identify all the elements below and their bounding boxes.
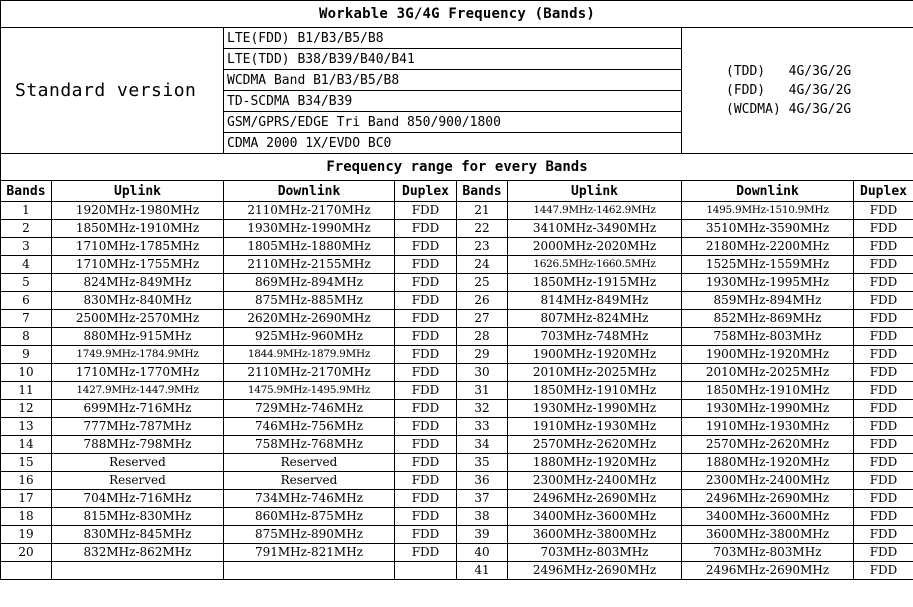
left-downlink-range: 2110MHz-2170MHz xyxy=(224,202,395,220)
right-band-number: 26 xyxy=(457,292,508,310)
right-downlink-range: 1910MHz-1930MHz xyxy=(682,418,854,436)
left-band-number: 17 xyxy=(1,490,52,508)
left-uplink-range: Reserved xyxy=(52,454,224,472)
left-uplink-range xyxy=(52,562,224,580)
right-downlink-range: 3510MHz-3590MHz xyxy=(682,220,854,238)
right-uplink-range: 2010MHz-2025MHz xyxy=(508,364,682,382)
standard-item: WCDMA Band B1/B3/B5/B8 xyxy=(224,70,682,91)
left-duplex-mode: FDD xyxy=(395,436,457,454)
page-title: Workable 3G/4G Frequency (Bands) xyxy=(1,1,913,28)
left-uplink-range: 1710MHz-1755MHz xyxy=(52,256,224,274)
left-uplink-range: 1749.9MHz-1784.9MHz xyxy=(52,346,224,364)
left-downlink-range: 2110MHz-2155MHz xyxy=(224,256,395,274)
right-uplink-range: 1880MHz-1920MHz xyxy=(508,454,682,472)
bands-header-row xyxy=(1,181,913,202)
right-duplex-mode: FDD xyxy=(854,346,913,364)
right-uplink-range: 703MHz-748MHz xyxy=(508,328,682,346)
left-duplex-mode: FDD xyxy=(395,346,457,364)
left-duplex-mode: FDD xyxy=(395,454,457,472)
standards-table xyxy=(0,0,913,181)
standard-item: GSM/GPRS/EDGE Tri Band 850/900/1800 xyxy=(224,112,682,133)
right-downlink-range: 2010MHz-2025MHz xyxy=(682,364,854,382)
left-duplex-mode: FDD xyxy=(395,382,457,400)
left-duplex-mode: FDD xyxy=(395,472,457,490)
right-downlink-range: 1495.9MHz-1510.9MHz xyxy=(682,202,854,220)
right-uplink-range: 2300MHz-2400MHz xyxy=(508,472,682,490)
left-downlink-range: 2620MHz-2690MHz xyxy=(224,310,395,328)
left-duplex-mode: FDD xyxy=(395,220,457,238)
left-downlink-range: 2110MHz-2170MHz xyxy=(224,364,395,382)
right-uplink-range: 1910MHz-1930MHz xyxy=(508,418,682,436)
right-duplex-mode: FDD xyxy=(854,202,913,220)
left-band-number: 16 xyxy=(1,472,52,490)
left-band-number: 4 xyxy=(1,256,52,274)
right-downlink-range: 1900MHz-1920MHz xyxy=(682,346,854,364)
right-downlink-range: 1880MHz-1920MHz xyxy=(682,454,854,472)
right-band-number: 29 xyxy=(457,346,508,364)
left-band-number: 1 xyxy=(1,202,52,220)
column-header: Duplex xyxy=(854,181,913,202)
right-band-number: 34 xyxy=(457,436,508,454)
right-downlink-range: 1930MHz-1990MHz xyxy=(682,400,854,418)
left-duplex-mode: FDD xyxy=(395,256,457,274)
band-row xyxy=(1,364,913,382)
standard-item: LTE(FDD) B1/B3/B5/B8 xyxy=(224,28,682,49)
right-band-number: 22 xyxy=(457,220,508,238)
right-band-number: 31 xyxy=(457,382,508,400)
right-band-number: 24 xyxy=(457,256,508,274)
band-row xyxy=(1,436,913,454)
column-header: Downlink xyxy=(224,181,395,202)
right-duplex-mode: FDD xyxy=(854,454,913,472)
left-duplex-mode: FDD xyxy=(395,202,457,220)
right-uplink-range: 2496MHz-2690MHz xyxy=(508,490,682,508)
left-uplink-range: 1710MHz-1785MHz xyxy=(52,238,224,256)
left-band-number: 11 xyxy=(1,382,52,400)
standard-version-label: Standard version xyxy=(1,28,224,154)
band-row xyxy=(1,382,913,400)
bands-table xyxy=(0,180,913,580)
right-downlink-range: 2300MHz-2400MHz xyxy=(682,472,854,490)
left-downlink-range: Reserved xyxy=(224,454,395,472)
column-header: Downlink xyxy=(682,181,854,202)
left-uplink-range: 1710MHz-1770MHz xyxy=(52,364,224,382)
right-band-number: 25 xyxy=(457,274,508,292)
left-downlink-range: 1930MHz-1990MHz xyxy=(224,220,395,238)
right-band-number: 32 xyxy=(457,400,508,418)
right-duplex-mode: FDD xyxy=(854,238,913,256)
right-uplink-range: 807MHz-824MHz xyxy=(508,310,682,328)
left-band-number: 5 xyxy=(1,274,52,292)
left-duplex-mode: FDD xyxy=(395,292,457,310)
right-uplink-range: 2570MHz-2620MHz xyxy=(508,436,682,454)
band-row xyxy=(1,400,913,418)
column-header: Uplink xyxy=(508,181,682,202)
band-row xyxy=(1,202,913,220)
right-duplex-mode: FDD xyxy=(854,544,913,562)
left-downlink-range: 860MHz-875MHz xyxy=(224,508,395,526)
right-duplex-mode: FDD xyxy=(854,256,913,274)
band-row xyxy=(1,490,913,508)
right-downlink-range: 703MHz-803MHz xyxy=(682,544,854,562)
left-downlink-range: 1805MHz-1880MHz xyxy=(224,238,395,256)
left-band-number: 8 xyxy=(1,328,52,346)
left-downlink-range: 875MHz-890MHz xyxy=(224,526,395,544)
left-duplex-mode: FDD xyxy=(395,508,457,526)
left-uplink-range: 830MHz-845MHz xyxy=(52,526,224,544)
left-downlink-range: 746MHz-756MHz xyxy=(224,418,395,436)
left-downlink-range: 758MHz-768MHz xyxy=(224,436,395,454)
right-band-number: 40 xyxy=(457,544,508,562)
mode-list xyxy=(682,28,913,154)
right-uplink-range: 3410MHz-3490MHz xyxy=(508,220,682,238)
left-downlink-range: 729MHz-746MHz xyxy=(224,400,395,418)
right-uplink-range: 3600MHz-3800MHz xyxy=(508,526,682,544)
left-duplex-mode: FDD xyxy=(395,400,457,418)
left-band-number: 9 xyxy=(1,346,52,364)
right-duplex-mode: FDD xyxy=(854,220,913,238)
standard-item: CDMA 2000 1X/EVDO BC0 xyxy=(224,133,682,154)
left-duplex-mode: FDD xyxy=(395,544,457,562)
left-band-number xyxy=(1,562,52,580)
band-row xyxy=(1,454,913,472)
right-band-number: 35 xyxy=(457,454,508,472)
left-uplink-range: 1920MHz-1980MHz xyxy=(52,202,224,220)
band-row xyxy=(1,256,913,274)
right-band-number: 30 xyxy=(457,364,508,382)
left-duplex-mode xyxy=(395,562,457,580)
standard-item: LTE(TDD) B38/B39/B40/B41 xyxy=(224,49,682,70)
left-duplex-mode: FDD xyxy=(395,328,457,346)
band-row xyxy=(1,220,913,238)
left-band-number: 7 xyxy=(1,310,52,328)
left-downlink-range: 925MHz-960MHz xyxy=(224,328,395,346)
right-band-number: 37 xyxy=(457,490,508,508)
column-header: Duplex xyxy=(395,181,457,202)
band-row xyxy=(1,418,913,436)
right-duplex-mode: FDD xyxy=(854,292,913,310)
left-duplex-mode: FDD xyxy=(395,274,457,292)
left-downlink-range: 734MHz-746MHz xyxy=(224,490,395,508)
right-duplex-mode: FDD xyxy=(854,310,913,328)
right-duplex-mode: FDD xyxy=(854,562,913,580)
left-band-number: 15 xyxy=(1,454,52,472)
left-uplink-range: 777MHz-787MHz xyxy=(52,418,224,436)
right-band-number: 33 xyxy=(457,418,508,436)
left-downlink-range: Reserved xyxy=(224,472,395,490)
left-band-number: 19 xyxy=(1,526,52,544)
left-downlink-range: 1475.9MHz-1495.9MHz xyxy=(224,382,395,400)
right-band-number: 28 xyxy=(457,328,508,346)
left-downlink-range: 791MHz-821MHz xyxy=(224,544,395,562)
right-uplink-range: 1900MHz-1920MHz xyxy=(508,346,682,364)
left-duplex-mode: FDD xyxy=(395,418,457,436)
column-header: Bands xyxy=(457,181,508,202)
right-uplink-range: 1447.9MHz-1462.9MHz xyxy=(508,202,682,220)
right-duplex-mode: FDD xyxy=(854,400,913,418)
left-band-number: 20 xyxy=(1,544,52,562)
band-row xyxy=(1,274,913,292)
right-downlink-range: 758MHz-803MHz xyxy=(682,328,854,346)
band-row xyxy=(1,562,913,580)
left-downlink-range: 875MHz-885MHz xyxy=(224,292,395,310)
left-uplink-range: 788MHz-798MHz xyxy=(52,436,224,454)
left-uplink-range: 830MHz-840MHz xyxy=(52,292,224,310)
right-band-number: 27 xyxy=(457,310,508,328)
band-row xyxy=(1,292,913,310)
right-band-number: 38 xyxy=(457,508,508,526)
right-downlink-range: 1850MHz-1910MHz xyxy=(682,382,854,400)
band-row xyxy=(1,346,913,364)
right-duplex-mode: FDD xyxy=(854,436,913,454)
right-duplex-mode: FDD xyxy=(854,472,913,490)
band-row xyxy=(1,328,913,346)
band-row xyxy=(1,508,913,526)
right-band-number: 39 xyxy=(457,526,508,544)
right-band-number: 41 xyxy=(457,562,508,580)
left-uplink-range: 1850MHz-1910MHz xyxy=(52,220,224,238)
right-duplex-mode: FDD xyxy=(854,328,913,346)
right-downlink-range: 1930MHz-1995MHz xyxy=(682,274,854,292)
left-uplink-range: 815MHz-830MHz xyxy=(52,508,224,526)
right-uplink-range: 814MHz-849MHz xyxy=(508,292,682,310)
left-uplink-range: 824MHz-849MHz xyxy=(52,274,224,292)
left-band-number: 3 xyxy=(1,238,52,256)
left-band-number: 10 xyxy=(1,364,52,382)
band-row xyxy=(1,544,913,562)
right-duplex-mode: FDD xyxy=(854,274,913,292)
left-downlink-range xyxy=(224,562,395,580)
left-band-number: 2 xyxy=(1,220,52,238)
left-duplex-mode: FDD xyxy=(395,238,457,256)
left-band-number: 14 xyxy=(1,436,52,454)
band-row xyxy=(1,472,913,490)
right-uplink-range: 1930MHz-1990MHz xyxy=(508,400,682,418)
left-uplink-range: Reserved xyxy=(52,472,224,490)
right-uplink-range: 2000MHz-2020MHz xyxy=(508,238,682,256)
right-uplink-range: 3400MHz-3600MHz xyxy=(508,508,682,526)
right-duplex-mode: FDD xyxy=(854,508,913,526)
right-band-number: 23 xyxy=(457,238,508,256)
right-duplex-mode: FDD xyxy=(854,418,913,436)
left-band-number: 12 xyxy=(1,400,52,418)
right-duplex-mode: FDD xyxy=(854,526,913,544)
standard-item: TD-SCDMA B34/B39 xyxy=(224,91,682,112)
right-band-number: 21 xyxy=(457,202,508,220)
mode-line: (WCDMA) 4G/3G/2G xyxy=(726,102,852,117)
right-downlink-range: 3600MHz-3800MHz xyxy=(682,526,854,544)
right-uplink-range: 2496MHz-2690MHz xyxy=(508,562,682,580)
band-row xyxy=(1,238,913,256)
right-band-number: 36 xyxy=(457,472,508,490)
left-duplex-mode: FDD xyxy=(395,526,457,544)
left-uplink-range: 1427.9MHz-1447.9MHz xyxy=(52,382,224,400)
left-band-number: 13 xyxy=(1,418,52,436)
right-downlink-range: 3400MHz-3600MHz xyxy=(682,508,854,526)
left-downlink-range: 869MHz-894MHz xyxy=(224,274,395,292)
mode-line: (FDD) 4G/3G/2G xyxy=(726,83,852,98)
right-duplex-mode: FDD xyxy=(854,490,913,508)
left-uplink-range: 699MHz-716MHz xyxy=(52,400,224,418)
left-uplink-range: 832MHz-862MHz xyxy=(52,544,224,562)
left-band-number: 6 xyxy=(1,292,52,310)
right-downlink-range: 2496MHz-2690MHz xyxy=(682,490,854,508)
band-row xyxy=(1,310,913,328)
left-downlink-range: 1844.9MHz-1879.9MHz xyxy=(224,346,395,364)
frequency-range-title: Frequency range for every Bands xyxy=(1,154,913,181)
right-downlink-range: 2180MHz-2200MHz xyxy=(682,238,854,256)
left-uplink-range: 2500MHz-2570MHz xyxy=(52,310,224,328)
left-duplex-mode: FDD xyxy=(395,310,457,328)
right-uplink-range: 703MHz-803MHz xyxy=(508,544,682,562)
right-uplink-range: 1850MHz-1910MHz xyxy=(508,382,682,400)
right-duplex-mode: FDD xyxy=(854,364,913,382)
mode-line: (TDD) 4G/3G/2G xyxy=(726,64,852,79)
left-duplex-mode: FDD xyxy=(395,364,457,382)
left-band-number: 18 xyxy=(1,508,52,526)
left-uplink-range: 880MHz-915MHz xyxy=(52,328,224,346)
right-downlink-range: 1525MHz-1559MHz xyxy=(682,256,854,274)
right-duplex-mode: FDD xyxy=(854,382,913,400)
band-row xyxy=(1,526,913,544)
column-header: Uplink xyxy=(52,181,224,202)
right-uplink-range: 1850MHz-1915MHz xyxy=(508,274,682,292)
right-downlink-range: 859MHz-894MHz xyxy=(682,292,854,310)
right-downlink-range: 2570MHz-2620MHz xyxy=(682,436,854,454)
right-uplink-range: 1626.5MHz-1660.5MHz xyxy=(508,256,682,274)
left-duplex-mode: FDD xyxy=(395,490,457,508)
column-header: Bands xyxy=(1,181,52,202)
right-downlink-range: 852MHz-869MHz xyxy=(682,310,854,328)
right-downlink-range: 2496MHz-2690MHz xyxy=(682,562,854,580)
left-uplink-range: 704MHz-716MHz xyxy=(52,490,224,508)
